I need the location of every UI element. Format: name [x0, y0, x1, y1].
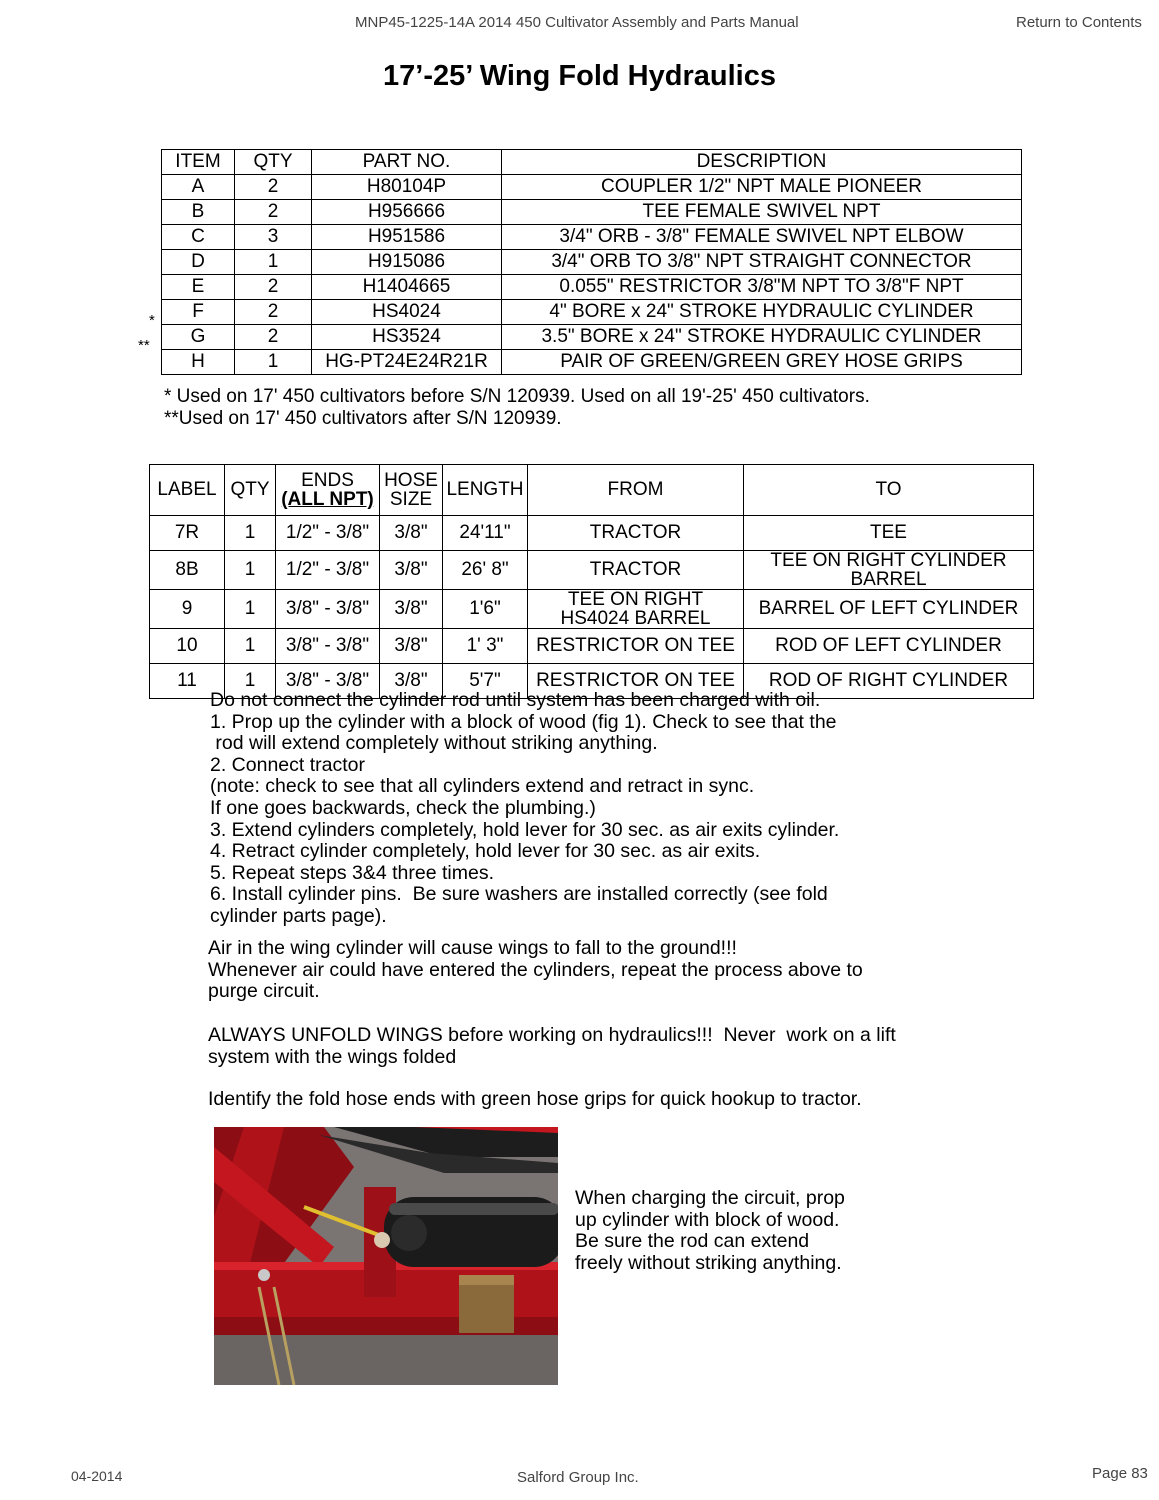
caption-line: When charging the circuit, prop [575, 1187, 845, 1209]
footnote-1: * Used on 17' 450 cultivators before S/N 120939. Used on all 19'-25' 450 cultivators. [164, 386, 870, 407]
col-header-description: DESCRIPTION [502, 150, 1022, 175]
part-description-cell: 3.5" BORE x 24" STROKE HYDRAULIC CYLINDER [502, 325, 1022, 350]
hose-label-cell: 9 [150, 590, 225, 629]
ends-header-line1: ENDS [301, 470, 354, 491]
hose-from-line: RESTRICTOR ON TEE [536, 670, 735, 691]
col-header-qty: QTY [225, 465, 276, 516]
hose-from-line: HS4024 BARREL [560, 608, 711, 629]
part-number-cell: H1404665 [312, 275, 502, 300]
part-item-cell: F [162, 300, 235, 325]
hose-size-cell: 3/8" [380, 590, 443, 629]
hose-from-line: TEE ON RIGHT [567, 589, 704, 610]
hose-row [150, 516, 1034, 551]
unfold-warning [208, 1025, 896, 1068]
hose-to-cell [744, 629, 1034, 664]
instruction-line: If one goes backwards, check the plumbing.) [210, 796, 596, 819]
part-qty-cell: 1 [235, 250, 312, 275]
part-qty-cell: 2 [235, 200, 312, 225]
hose-length-cell: 24'11" [443, 516, 528, 551]
hose-qty-cell: 1 [225, 590, 276, 629]
parts-row [162, 300, 1022, 325]
part-item-cell: C [162, 225, 235, 250]
part-description-cell: 3/4" ORB - 3/8" FEMALE SWIVEL NPT ELBOW [502, 225, 1022, 250]
hose-size-cell: 3/8" [380, 551, 443, 590]
hose-length-cell: 26' 8" [443, 551, 528, 590]
hose-qty-cell: 1 [225, 664, 276, 699]
hose-to-line: TEE ON RIGHT CYLINDER [770, 550, 1007, 571]
hose-ends-cell: 1/2" - 3/8" [276, 516, 380, 551]
part-qty-cell: 2 [235, 175, 312, 200]
hose-length-cell: 1' 3" [443, 629, 528, 664]
hose-size-cell: 3/8" [380, 629, 443, 664]
charging-instructions [210, 690, 839, 928]
caption-line: up cylinder with block of wood. [575, 1208, 840, 1231]
hose-label-cell: 10 [150, 629, 225, 664]
col-header-ends [276, 465, 380, 516]
hose-to-line: BARREL OF LEFT CYLINDER [758, 598, 1019, 619]
part-number-cell: H80104P [312, 175, 502, 200]
hose-from-cell [528, 551, 744, 590]
hose-to-line: ROD OF RIGHT CYLINDER [768, 670, 1009, 691]
part-number-cell: HG-PT24E24R21R [312, 350, 502, 375]
part-description-cell: COUPLER 1/2" NPT MALE PIONEER [502, 175, 1022, 200]
parts-table-header [162, 150, 1022, 175]
part-description-cell: PAIR OF GREEN/GREEN GREY HOSE GRIPS [502, 350, 1022, 375]
part-number-cell: HS4024 [312, 300, 502, 325]
part-description-cell: 0.055" RESTRICTOR 3/8"M NPT TO 3/8"F NPT [502, 275, 1022, 300]
instruction-line: Do not connect the cylinder rod until system has been charged with oil. [210, 689, 821, 711]
instruction-line: 4. Retract cylinder completely, hold lever for 30 sec. as air exits. [210, 840, 761, 863]
hose-from-line: RESTRICTOR ON TEE [536, 635, 735, 656]
hose-from-cell [528, 629, 744, 664]
part-number-cell: HS3524 [312, 325, 502, 350]
identify-hose-note: Identify the fold hose ends with green hose grips for quick hookup to tractor. [208, 1088, 862, 1110]
hose-qty-cell: 1 [225, 516, 276, 551]
hose-ends-cell: 3/8" - 3/8" [276, 629, 380, 664]
hose-to-line: BARREL [850, 569, 927, 590]
page-title: 17’-25’ Wing Fold Hydraulics [383, 60, 776, 92]
part-item-cell: B [162, 200, 235, 225]
col-header-item: ITEM [162, 150, 235, 175]
hydraulic-cylinder-photo [214, 1127, 558, 1385]
col-header-from: FROM [528, 465, 744, 516]
hose-row [150, 629, 1034, 664]
hose-size-cell: 3/8" [380, 664, 443, 699]
parts-row [162, 325, 1022, 350]
unfold-warning-line: system with the wings folded [208, 1045, 457, 1068]
parts-row [162, 275, 1022, 300]
hose-table-header [150, 465, 1034, 516]
hose-row [150, 590, 1034, 629]
col-header-part-no: PART NO. [312, 150, 502, 175]
air-warning-line: purge circuit. [208, 980, 320, 1003]
air-warning [208, 938, 863, 1003]
col-header-hose-size [380, 465, 443, 516]
parts-row [162, 200, 1022, 225]
air-warning-line: Air in the wing cylinder will cause wings to fall to the ground!!! [208, 937, 737, 959]
part-item-cell: E [162, 275, 235, 300]
hose-header-line1: HOSE [384, 470, 438, 491]
hose-row [150, 551, 1034, 590]
footnote-marker-single: * [149, 312, 155, 329]
hose-table [149, 464, 1034, 699]
part-qty-cell: 2 [235, 325, 312, 350]
part-item-cell: H [162, 350, 235, 375]
manual-title: MNP45-1225-14A 2014 450 Cultivator Assembly and Parts Manual [355, 14, 799, 31]
parts-row [162, 250, 1022, 275]
instruction-line: 6. Install cylinder pins. Be sure washers are installed correctly (see fold [210, 883, 828, 906]
part-number-cell: H951586 [312, 225, 502, 250]
col-header-label: LABEL [150, 465, 225, 516]
hose-label-cell: 7R [150, 516, 225, 551]
part-number-cell: H915086 [312, 250, 502, 275]
part-qty-cell: 3 [235, 225, 312, 250]
part-qty-cell: 2 [235, 275, 312, 300]
air-warning-line: Whenever air could have entered the cylinders, repeat the process above to [208, 958, 863, 981]
parts-row [162, 350, 1022, 375]
col-header-length: LENGTH [443, 465, 528, 516]
hose-ends-cell: 1/2" - 3/8" [276, 551, 380, 590]
hose-qty-cell: 1 [225, 629, 276, 664]
col-header-to: TO [744, 465, 1034, 516]
hose-label-cell: 11 [150, 664, 225, 699]
part-qty-cell: 1 [235, 350, 312, 375]
footnote-2: **Used on 17' 450 cultivators after S/N 120939. [164, 408, 562, 429]
part-description-cell: 3/4" ORB TO 3/8" NPT STRAIGHT CONNECTOR [502, 250, 1022, 275]
hose-to-cell [744, 551, 1034, 590]
part-item-cell: A [162, 175, 235, 200]
hose-to-line: TEE [870, 522, 907, 543]
footnote-marker-double: ** [138, 337, 150, 354]
part-item-cell: D [162, 250, 235, 275]
hose-header-line2: SIZE [389, 489, 433, 510]
hose-ends-cell: 3/8" - 3/8" [276, 590, 380, 629]
instruction-line: 1. Prop up the cylinder with a block of wood (fig 1). Check to see that the [210, 710, 837, 733]
parts-row [162, 225, 1022, 250]
instruction-line: 3. Extend cylinders completely, hold lever for 30 sec. as air exits cylinder. [210, 818, 840, 841]
col-header-qty: QTY [235, 150, 312, 175]
hose-ends-cell: 3/8" - 3/8" [276, 664, 380, 699]
instruction-line: rod will extend completely without striking anything. [210, 732, 658, 755]
part-qty-cell: 2 [235, 300, 312, 325]
unfold-warning-line: ALWAYS UNFOLD WINGS before working on hydraulics!!! Never work on a lift [208, 1024, 896, 1046]
parts-row [162, 175, 1022, 200]
hose-to-cell [744, 516, 1034, 551]
instruction-line: (note: check to see that all cylinders extend and retract in sync. [210, 775, 755, 798]
part-number-cell: H956666 [312, 200, 502, 225]
hose-from-line: TRACTOR [589, 559, 682, 580]
hose-from-line: TRACTOR [589, 522, 682, 543]
ends-header-line2: (ALL NPT) [281, 489, 374, 510]
part-description-cell: TEE FEMALE SWIVEL NPT [502, 200, 1022, 225]
hose-from-cell [528, 590, 744, 629]
caption-line: Be sure the rod can extend [575, 1230, 810, 1253]
caption-line: freely without striking anything. [575, 1251, 842, 1274]
instruction-line: cylinder parts page). [210, 904, 387, 927]
hose-to-cell [744, 590, 1034, 629]
part-description-cell: 4" BORE x 24" STROKE HYDRAULIC CYLINDER [502, 300, 1022, 325]
return-to-contents-link[interactable]: Return to Contents [1016, 14, 1142, 31]
hose-from-cell [528, 516, 744, 551]
footer-company: Salford Group Inc. [517, 1469, 639, 1486]
parts-table [161, 149, 1022, 375]
hose-to-line: ROD OF LEFT CYLINDER [775, 635, 1002, 656]
page-number: Page 83 [1092, 1465, 1148, 1482]
hose-length-cell: 1'6" [443, 590, 528, 629]
footer-date: 04-2014 [71, 1468, 123, 1484]
part-item-cell: G [162, 325, 235, 350]
hose-length-cell: 5'7" [443, 664, 528, 699]
hose-label-cell: 8B [150, 551, 225, 590]
hose-qty-cell: 1 [225, 551, 276, 590]
photo-caption [575, 1188, 845, 1274]
instruction-line: 2. Connect tractor [210, 753, 365, 776]
hose-size-cell: 3/8" [380, 516, 443, 551]
instruction-line: 5. Repeat steps 3&4 three times. [210, 861, 494, 884]
